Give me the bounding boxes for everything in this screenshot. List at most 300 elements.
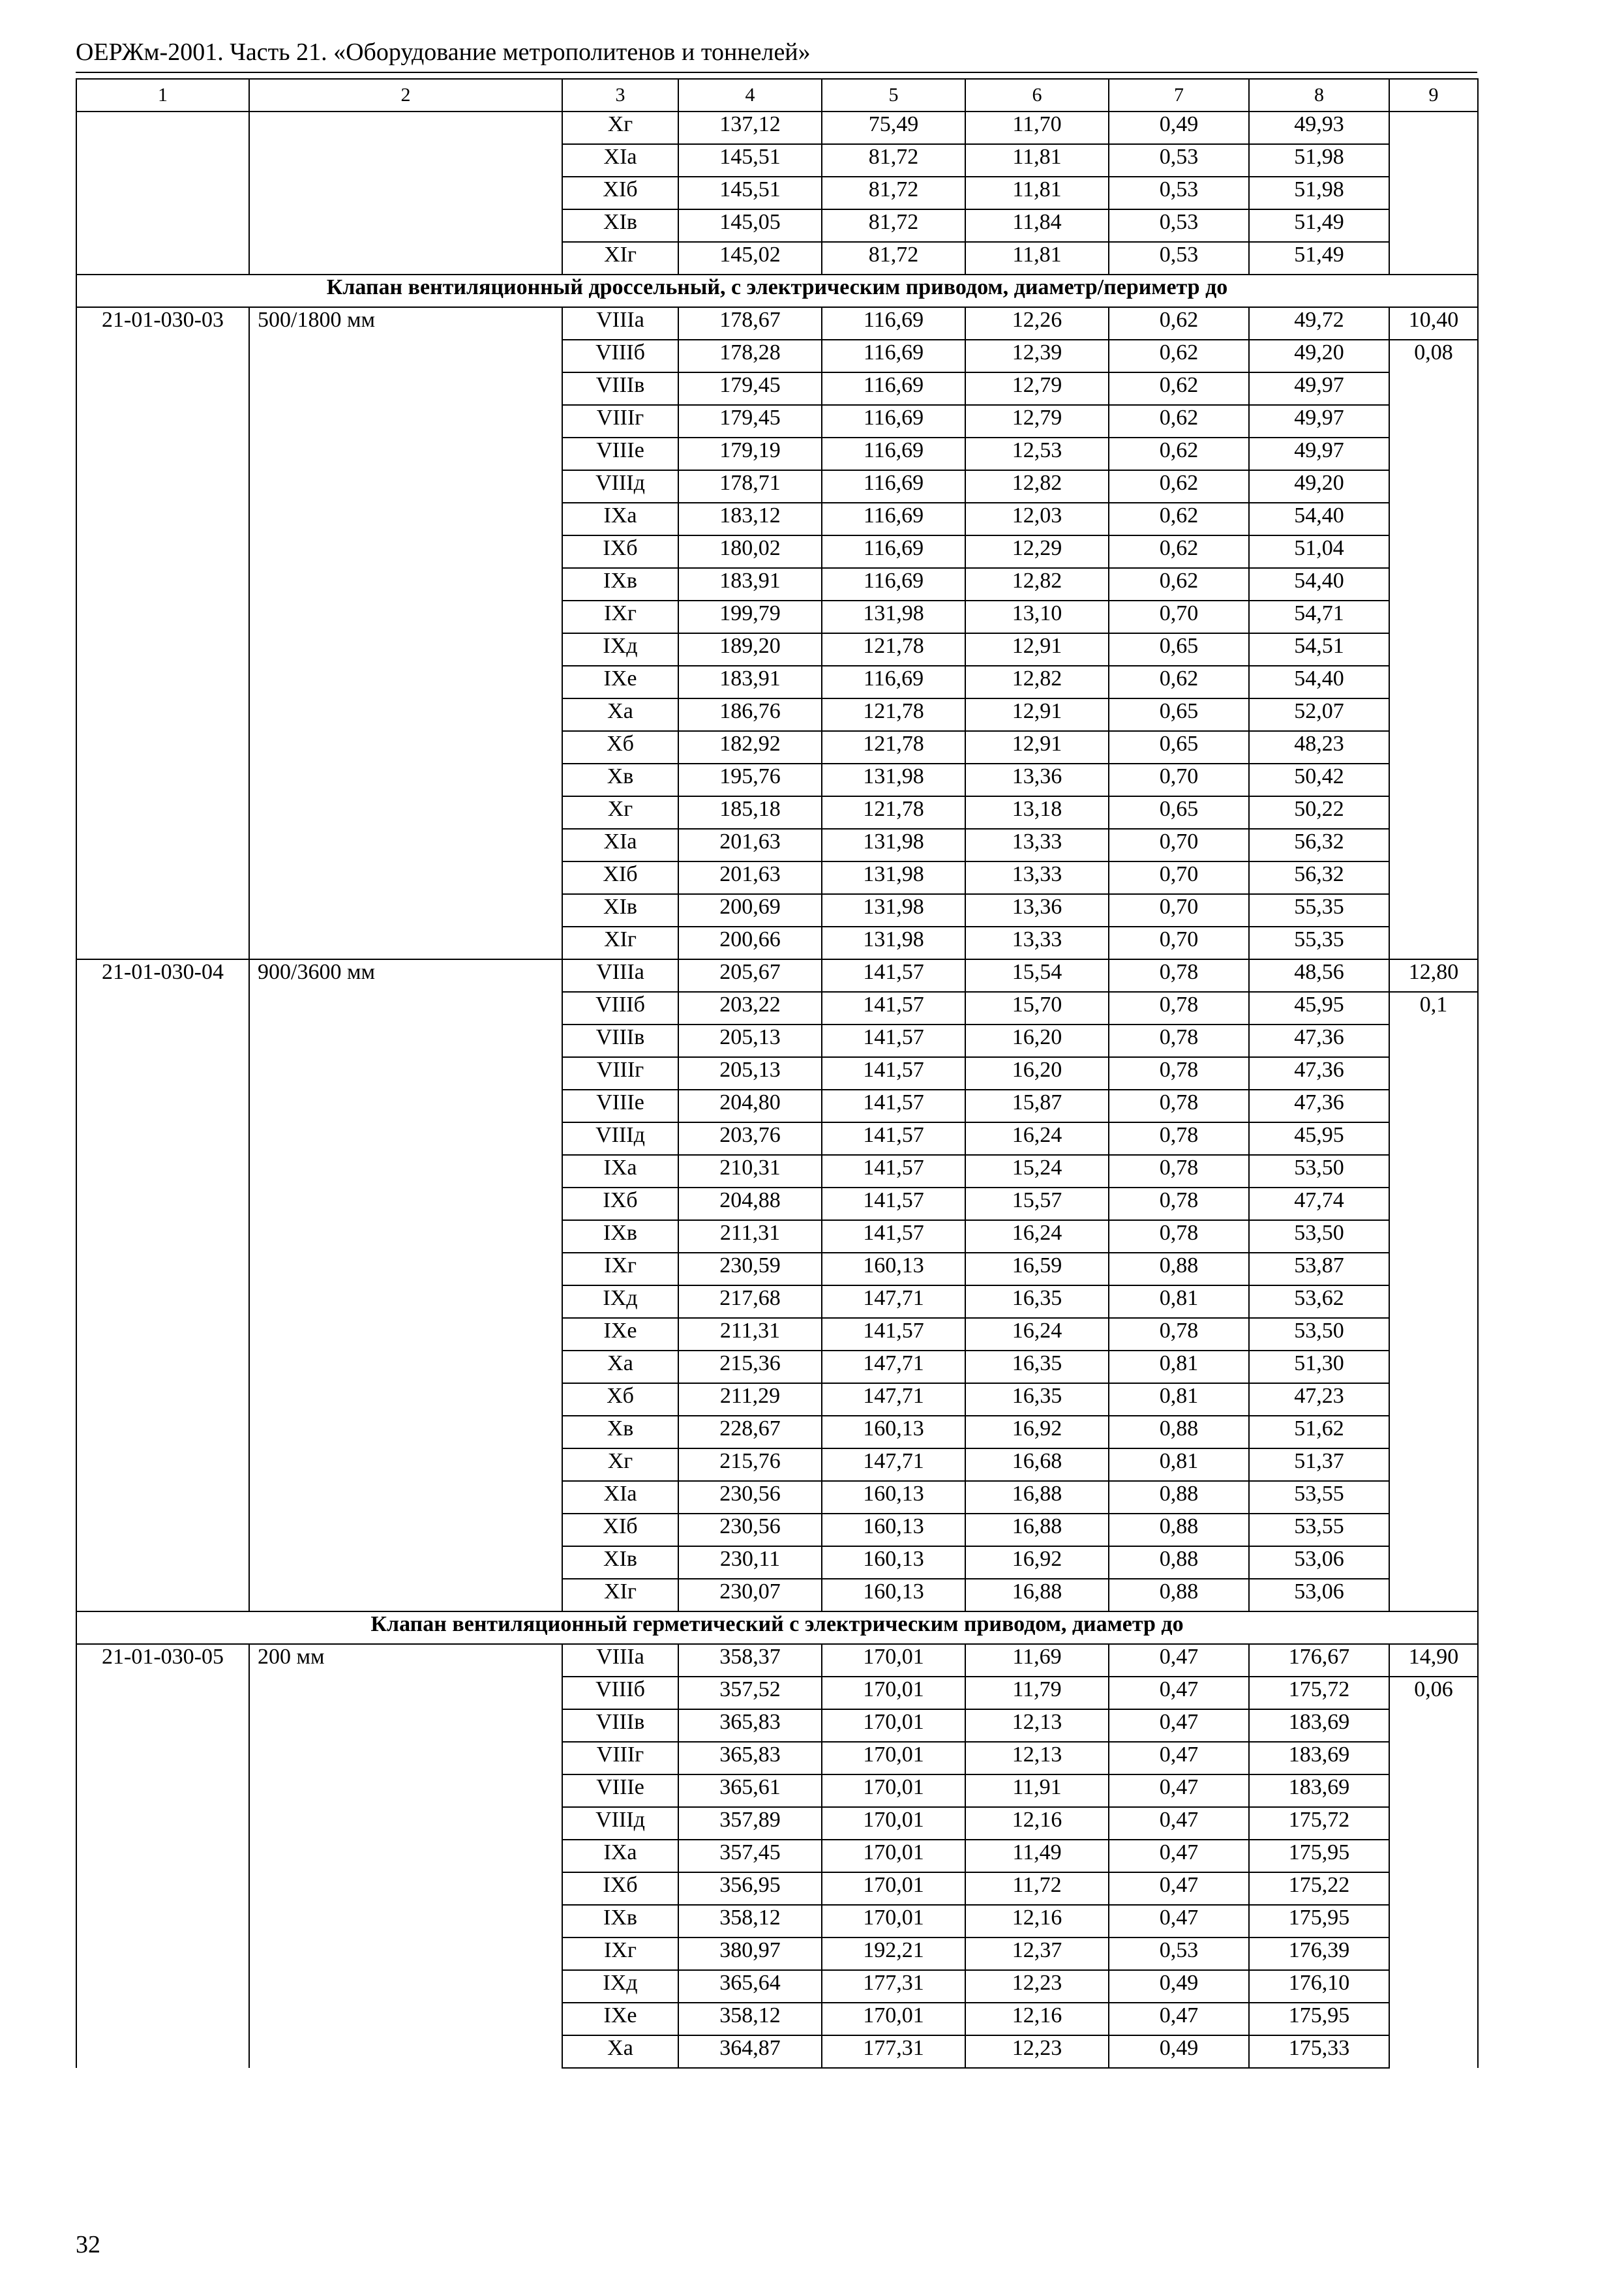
zone-cell: Xa: [562, 698, 678, 731]
materials-cell: 50,42: [1249, 764, 1389, 796]
machine-cell: 16,35: [965, 1285, 1109, 1318]
wage-cell: 141,57: [822, 1025, 965, 1057]
code-cell: [76, 992, 249, 1025]
wage-cell: 170,01: [822, 1709, 965, 1742]
section-row: [76, 275, 1478, 307]
wage-cell: 131,98: [822, 861, 965, 894]
total-cost-cell: 365,83: [678, 1709, 822, 1742]
machine-cell: 16,88: [965, 1481, 1109, 1514]
total-cost-cell: 183,91: [678, 666, 822, 698]
zone-cell: XIб: [562, 177, 678, 209]
total-cost-cell: 199,79: [678, 601, 822, 633]
table-row: [76, 340, 1478, 372]
table-row: [76, 1220, 1478, 1253]
labor-cell: [1389, 1709, 1478, 1742]
labor-cell: [1389, 1905, 1478, 1937]
zone-cell: IXг: [562, 601, 678, 633]
total-cost-cell: 204,80: [678, 1090, 822, 1122]
materials-cell: 45,95: [1249, 992, 1389, 1025]
labor-cell: 12,80: [1389, 959, 1478, 992]
table-row: [76, 1383, 1478, 1416]
zone-cell: XIa: [562, 144, 678, 177]
driver-wage-cell: 0,62: [1109, 568, 1249, 601]
total-cost-cell: 145,05: [678, 209, 822, 242]
code-cell: [76, 666, 249, 698]
description-cell: [249, 1188, 562, 1220]
wage-cell: 131,98: [822, 894, 965, 927]
materials-cell: 51,30: [1249, 1351, 1389, 1383]
description-cell: [249, 177, 562, 209]
zone-cell: XIг: [562, 927, 678, 959]
table-row: [76, 1905, 1478, 1937]
total-cost-cell: 365,83: [678, 1742, 822, 1774]
code-cell: [76, 340, 249, 372]
description-cell: [249, 1155, 562, 1188]
labor-cell: [1389, 861, 1478, 894]
code-cell: [76, 1872, 249, 1905]
code-cell: [76, 796, 249, 829]
total-cost-cell: 356,95: [678, 1872, 822, 1905]
table-row: [76, 1481, 1478, 1514]
driver-wage-cell: 0,70: [1109, 894, 1249, 927]
code-cell: [76, 438, 249, 470]
total-cost-cell: 203,76: [678, 1122, 822, 1155]
materials-cell: 176,10: [1249, 1970, 1389, 2003]
description-cell: [249, 1351, 562, 1383]
total-cost-cell: 137,12: [678, 112, 822, 144]
materials-cell: 175,95: [1249, 1905, 1389, 1937]
zone-cell: VIIIe: [562, 1774, 678, 1807]
description-cell: [249, 1220, 562, 1253]
total-cost-cell: 179,19: [678, 438, 822, 470]
wage-cell: 121,78: [822, 633, 965, 666]
labor-cell: [1389, 1122, 1478, 1155]
machine-cell: 16,24: [965, 1318, 1109, 1351]
labor-cell: [1389, 927, 1478, 959]
code-cell: [76, 1840, 249, 1872]
zone-cell: VIIIд: [562, 1122, 678, 1155]
total-cost-cell: 364,87: [678, 2035, 822, 2068]
materials-cell: 49,72: [1249, 307, 1389, 340]
column-header: 9: [1389, 79, 1478, 112]
wage-cell: 141,57: [822, 1155, 965, 1188]
driver-wage-cell: 0,81: [1109, 1383, 1249, 1416]
labor-cell: [1389, 209, 1478, 242]
wage-cell: 170,01: [822, 1742, 965, 1774]
description-cell: [249, 1514, 562, 1546]
total-cost-cell: 201,63: [678, 861, 822, 894]
total-cost-cell: 358,12: [678, 2003, 822, 2035]
code-cell: [76, 209, 249, 242]
labor-cell: 0,06: [1389, 1677, 1478, 1709]
driver-wage-cell: 0,78: [1109, 1220, 1249, 1253]
labor-cell: [1389, 1220, 1478, 1253]
total-cost-cell: 215,36: [678, 1351, 822, 1383]
description-cell: [249, 1318, 562, 1351]
labor-cell: [1389, 1448, 1478, 1481]
description-cell: [249, 209, 562, 242]
materials-cell: 47,23: [1249, 1383, 1389, 1416]
code-cell: [76, 1220, 249, 1253]
machine-cell: 16,24: [965, 1220, 1109, 1253]
table-row: [76, 1122, 1478, 1155]
zone-cell: IXв: [562, 1905, 678, 1937]
materials-cell: 54,40: [1249, 503, 1389, 535]
total-cost-cell: 357,89: [678, 1807, 822, 1840]
code-cell: [76, 894, 249, 927]
table-row: [76, 307, 1478, 340]
driver-wage-cell: 0,53: [1109, 144, 1249, 177]
driver-wage-cell: 0,53: [1109, 177, 1249, 209]
code-cell: [76, 535, 249, 568]
description-cell: [249, 144, 562, 177]
wage-cell: 141,57: [822, 1188, 965, 1220]
materials-cell: 49,97: [1249, 405, 1389, 438]
zone-cell: XIв: [562, 1546, 678, 1579]
wage-cell: 170,01: [822, 1677, 965, 1709]
code-cell: [76, 177, 249, 209]
code-cell: [76, 1546, 249, 1579]
description-cell: [249, 829, 562, 861]
total-cost-cell: 186,76: [678, 698, 822, 731]
machine-cell: 15,87: [965, 1090, 1109, 1122]
labor-cell: [1389, 1481, 1478, 1514]
description-cell: [249, 1481, 562, 1514]
materials-cell: 51,37: [1249, 1448, 1389, 1481]
total-cost-cell: 182,92: [678, 731, 822, 764]
description-cell: [249, 1025, 562, 1057]
materials-cell: 47,74: [1249, 1188, 1389, 1220]
zone-cell: IXe: [562, 666, 678, 698]
description-cell: [249, 894, 562, 927]
total-cost-cell: 203,22: [678, 992, 822, 1025]
driver-wage-cell: 0,53: [1109, 242, 1249, 275]
description-cell: [249, 1872, 562, 1905]
materials-cell: 49,97: [1249, 438, 1389, 470]
machine-cell: 12,29: [965, 535, 1109, 568]
materials-cell: 53,50: [1249, 1155, 1389, 1188]
driver-wage-cell: 0,78: [1109, 1188, 1249, 1220]
section-title: Клапан вентиляционный герметический с электрическим приводом, диаметр до: [76, 1611, 1478, 1644]
code-cell: [76, 470, 249, 503]
total-cost-cell: 145,02: [678, 242, 822, 275]
machine-cell: 12,82: [965, 470, 1109, 503]
driver-wage-cell: 0,62: [1109, 372, 1249, 405]
table-row: [76, 698, 1478, 731]
table-row: [76, 1937, 1478, 1970]
total-cost-cell: 230,07: [678, 1579, 822, 1611]
column-header: 6: [965, 79, 1109, 112]
labor-cell: [1389, 242, 1478, 275]
wage-cell: 131,98: [822, 601, 965, 633]
materials-cell: 53,50: [1249, 1220, 1389, 1253]
wage-cell: 116,69: [822, 307, 965, 340]
zone-cell: VIIIд: [562, 1807, 678, 1840]
table-row: [76, 1546, 1478, 1579]
machine-cell: 13,10: [965, 601, 1109, 633]
table-row: [76, 1448, 1478, 1481]
total-cost-cell: 357,45: [678, 1840, 822, 1872]
table-row: [76, 1057, 1478, 1090]
labor-cell: [1389, 2035, 1478, 2068]
total-cost-cell: 230,11: [678, 1546, 822, 1579]
zone-cell: VIIIд: [562, 470, 678, 503]
code-cell: [76, 1383, 249, 1416]
code-cell: [76, 861, 249, 894]
table-row: [76, 959, 1478, 992]
materials-cell: 54,51: [1249, 633, 1389, 666]
total-cost-cell: 230,59: [678, 1253, 822, 1285]
machine-cell: 13,18: [965, 796, 1109, 829]
labor-cell: [1389, 1155, 1478, 1188]
wage-cell: 192,21: [822, 1937, 965, 1970]
code-cell: [76, 242, 249, 275]
table-row: [76, 438, 1478, 470]
table-row: [76, 177, 1478, 209]
materials-cell: 51,04: [1249, 535, 1389, 568]
code-cell: [76, 1188, 249, 1220]
description-cell: [249, 405, 562, 438]
materials-cell: 183,69: [1249, 1742, 1389, 1774]
machine-cell: 11,81: [965, 242, 1109, 275]
table-row: [76, 1840, 1478, 1872]
total-cost-cell: 211,31: [678, 1318, 822, 1351]
driver-wage-cell: 0,70: [1109, 829, 1249, 861]
code-cell: [76, 633, 249, 666]
zone-cell: XIб: [562, 861, 678, 894]
labor-cell: [1389, 372, 1478, 405]
driver-wage-cell: 0,70: [1109, 861, 1249, 894]
machine-cell: 16,92: [965, 1546, 1109, 1579]
wage-cell: 147,71: [822, 1383, 965, 1416]
materials-cell: 175,95: [1249, 2003, 1389, 2035]
machine-cell: 16,20: [965, 1025, 1109, 1057]
table-row: [76, 405, 1478, 438]
machine-cell: 12,03: [965, 503, 1109, 535]
zone-cell: VIIIa: [562, 307, 678, 340]
zone-cell: IXг: [562, 1937, 678, 1970]
materials-cell: 53,87: [1249, 1253, 1389, 1285]
labor-cell: [1389, 731, 1478, 764]
code-cell: 21-01-030-03: [76, 307, 249, 340]
labor-cell: [1389, 144, 1478, 177]
total-cost-cell: 230,56: [678, 1481, 822, 1514]
labor-cell: [1389, 894, 1478, 927]
labor-cell: [1389, 112, 1478, 144]
labor-cell: [1389, 1383, 1478, 1416]
table-row: [76, 992, 1478, 1025]
driver-wage-cell: 0,78: [1109, 992, 1249, 1025]
driver-wage-cell: 0,53: [1109, 209, 1249, 242]
wage-cell: 141,57: [822, 1057, 965, 1090]
code-cell: [76, 1025, 249, 1057]
description-cell: [249, 340, 562, 372]
description-cell: [249, 1774, 562, 1807]
table-row: [76, 796, 1478, 829]
zone-cell: Xг: [562, 796, 678, 829]
code-cell: [76, 1448, 249, 1481]
labor-cell: 10,40: [1389, 307, 1478, 340]
total-cost-cell: 195,76: [678, 764, 822, 796]
materials-cell: 50,22: [1249, 796, 1389, 829]
driver-wage-cell: 0,62: [1109, 535, 1249, 568]
table-row: [76, 1807, 1478, 1840]
description-cell: [249, 1448, 562, 1481]
zone-cell: IXa: [562, 1840, 678, 1872]
total-cost-cell: 201,63: [678, 829, 822, 861]
labor-cell: [1389, 1285, 1478, 1318]
materials-cell: 47,36: [1249, 1057, 1389, 1090]
driver-wage-cell: 0,81: [1109, 1285, 1249, 1318]
machine-cell: 16,24: [965, 1122, 1109, 1155]
table-row: [76, 2003, 1478, 2035]
driver-wage-cell: 0,62: [1109, 405, 1249, 438]
code-cell: [76, 1416, 249, 1448]
labor-cell: [1389, 1514, 1478, 1546]
materials-cell: 183,69: [1249, 1774, 1389, 1807]
driver-wage-cell: 0,47: [1109, 1840, 1249, 1872]
section-title: Клапан вентиляционный дроссельный, с электрическим приводом, диаметр/периметр до: [76, 275, 1478, 307]
table-row: [76, 209, 1478, 242]
zone-cell: VIIIг: [562, 1057, 678, 1090]
description-cell: [249, 992, 562, 1025]
driver-wage-cell: 0,78: [1109, 1090, 1249, 1122]
wage-cell: 116,69: [822, 503, 965, 535]
column-header: 3: [562, 79, 678, 112]
machine-cell: 11,69: [965, 1644, 1109, 1677]
driver-wage-cell: 0,49: [1109, 1970, 1249, 2003]
description-cell: [249, 1742, 562, 1774]
code-cell: [76, 112, 249, 144]
labor-cell: 0,1: [1389, 992, 1478, 1025]
description-cell: 200 мм: [249, 1644, 562, 1677]
materials-cell: 183,69: [1249, 1709, 1389, 1742]
description-cell: [249, 731, 562, 764]
zone-cell: IXв: [562, 1220, 678, 1253]
table-row: [76, 894, 1478, 927]
machine-cell: 12,82: [965, 568, 1109, 601]
page-number: 32: [76, 2231, 100, 2258]
wage-cell: 131,98: [822, 764, 965, 796]
description-cell: [249, 1677, 562, 1709]
table-row: [76, 1970, 1478, 2003]
total-cost-cell: 357,52: [678, 1677, 822, 1709]
labor-cell: [1389, 764, 1478, 796]
wage-cell: 81,72: [822, 209, 965, 242]
zone-cell: IXв: [562, 568, 678, 601]
table-row: [76, 1742, 1478, 1774]
driver-wage-cell: 0,47: [1109, 1774, 1249, 1807]
machine-cell: 11,81: [965, 177, 1109, 209]
description-cell: [249, 2035, 562, 2068]
total-cost-cell: 230,56: [678, 1514, 822, 1546]
machine-cell: 12,13: [965, 1742, 1109, 1774]
table-header-row: [76, 79, 1478, 112]
description-cell: [249, 1057, 562, 1090]
materials-cell: 48,23: [1249, 731, 1389, 764]
machine-cell: 12,16: [965, 1807, 1109, 1840]
table-row: [76, 144, 1478, 177]
price-table: [76, 78, 1479, 2069]
labor-cell: [1389, 438, 1478, 470]
wage-cell: 131,98: [822, 829, 965, 861]
total-cost-cell: 183,12: [678, 503, 822, 535]
zone-cell: VIIIe: [562, 1090, 678, 1122]
code-cell: [76, 1709, 249, 1742]
description-cell: [249, 1807, 562, 1840]
driver-wage-cell: 0,88: [1109, 1416, 1249, 1448]
driver-wage-cell: 0,65: [1109, 698, 1249, 731]
driver-wage-cell: 0,65: [1109, 731, 1249, 764]
total-cost-cell: 205,13: [678, 1057, 822, 1090]
table-row: [76, 731, 1478, 764]
total-cost-cell: 205,67: [678, 959, 822, 992]
zone-cell: XIг: [562, 242, 678, 275]
description-cell: [249, 372, 562, 405]
wage-cell: 81,72: [822, 177, 965, 209]
total-cost-cell: 358,37: [678, 1644, 822, 1677]
description-cell: [249, 633, 562, 666]
total-cost-cell: 217,68: [678, 1285, 822, 1318]
code-cell: [76, 698, 249, 731]
machine-cell: 11,84: [965, 209, 1109, 242]
code-cell: [76, 2003, 249, 2035]
code-cell: [76, 1937, 249, 1970]
code-cell: [76, 1318, 249, 1351]
table-row: [76, 1285, 1478, 1318]
machine-cell: 12,37: [965, 1937, 1109, 1970]
machine-cell: 15,54: [965, 959, 1109, 992]
code-cell: [76, 1807, 249, 1840]
description-cell: [249, 438, 562, 470]
wage-cell: 116,69: [822, 568, 965, 601]
wage-cell: 160,13: [822, 1416, 965, 1448]
labor-cell: [1389, 1318, 1478, 1351]
labor-cell: [1389, 1840, 1478, 1872]
machine-cell: 16,88: [965, 1579, 1109, 1611]
table-row: [76, 1416, 1478, 1448]
zone-cell: IXг: [562, 1253, 678, 1285]
column-header: 8: [1249, 79, 1389, 112]
wage-cell: 131,98: [822, 927, 965, 959]
total-cost-cell: 179,45: [678, 405, 822, 438]
code-cell: [76, 503, 249, 535]
labor-cell: 14,90: [1389, 1644, 1478, 1677]
materials-cell: 55,35: [1249, 927, 1389, 959]
wage-cell: 177,31: [822, 1970, 965, 2003]
labor-cell: [1389, 698, 1478, 731]
description-cell: [249, 1546, 562, 1579]
description-cell: [249, 112, 562, 144]
driver-wage-cell: 0,78: [1109, 1025, 1249, 1057]
description-cell: [249, 470, 562, 503]
driver-wage-cell: 0,49: [1109, 2035, 1249, 2068]
table-row: [76, 242, 1478, 275]
zone-cell: VIIIв: [562, 372, 678, 405]
materials-cell: 51,98: [1249, 177, 1389, 209]
zone-cell: VIIIг: [562, 1742, 678, 1774]
labor-cell: [1389, 1774, 1478, 1807]
materials-cell: 56,32: [1249, 861, 1389, 894]
machine-cell: 15,57: [965, 1188, 1109, 1220]
materials-cell: 48,56: [1249, 959, 1389, 992]
labor-cell: [1389, 601, 1478, 633]
materials-cell: 175,22: [1249, 1872, 1389, 1905]
description-cell: 500/1800 мм: [249, 307, 562, 340]
wage-cell: 116,69: [822, 438, 965, 470]
wage-cell: 121,78: [822, 796, 965, 829]
machine-cell: 15,24: [965, 1155, 1109, 1188]
